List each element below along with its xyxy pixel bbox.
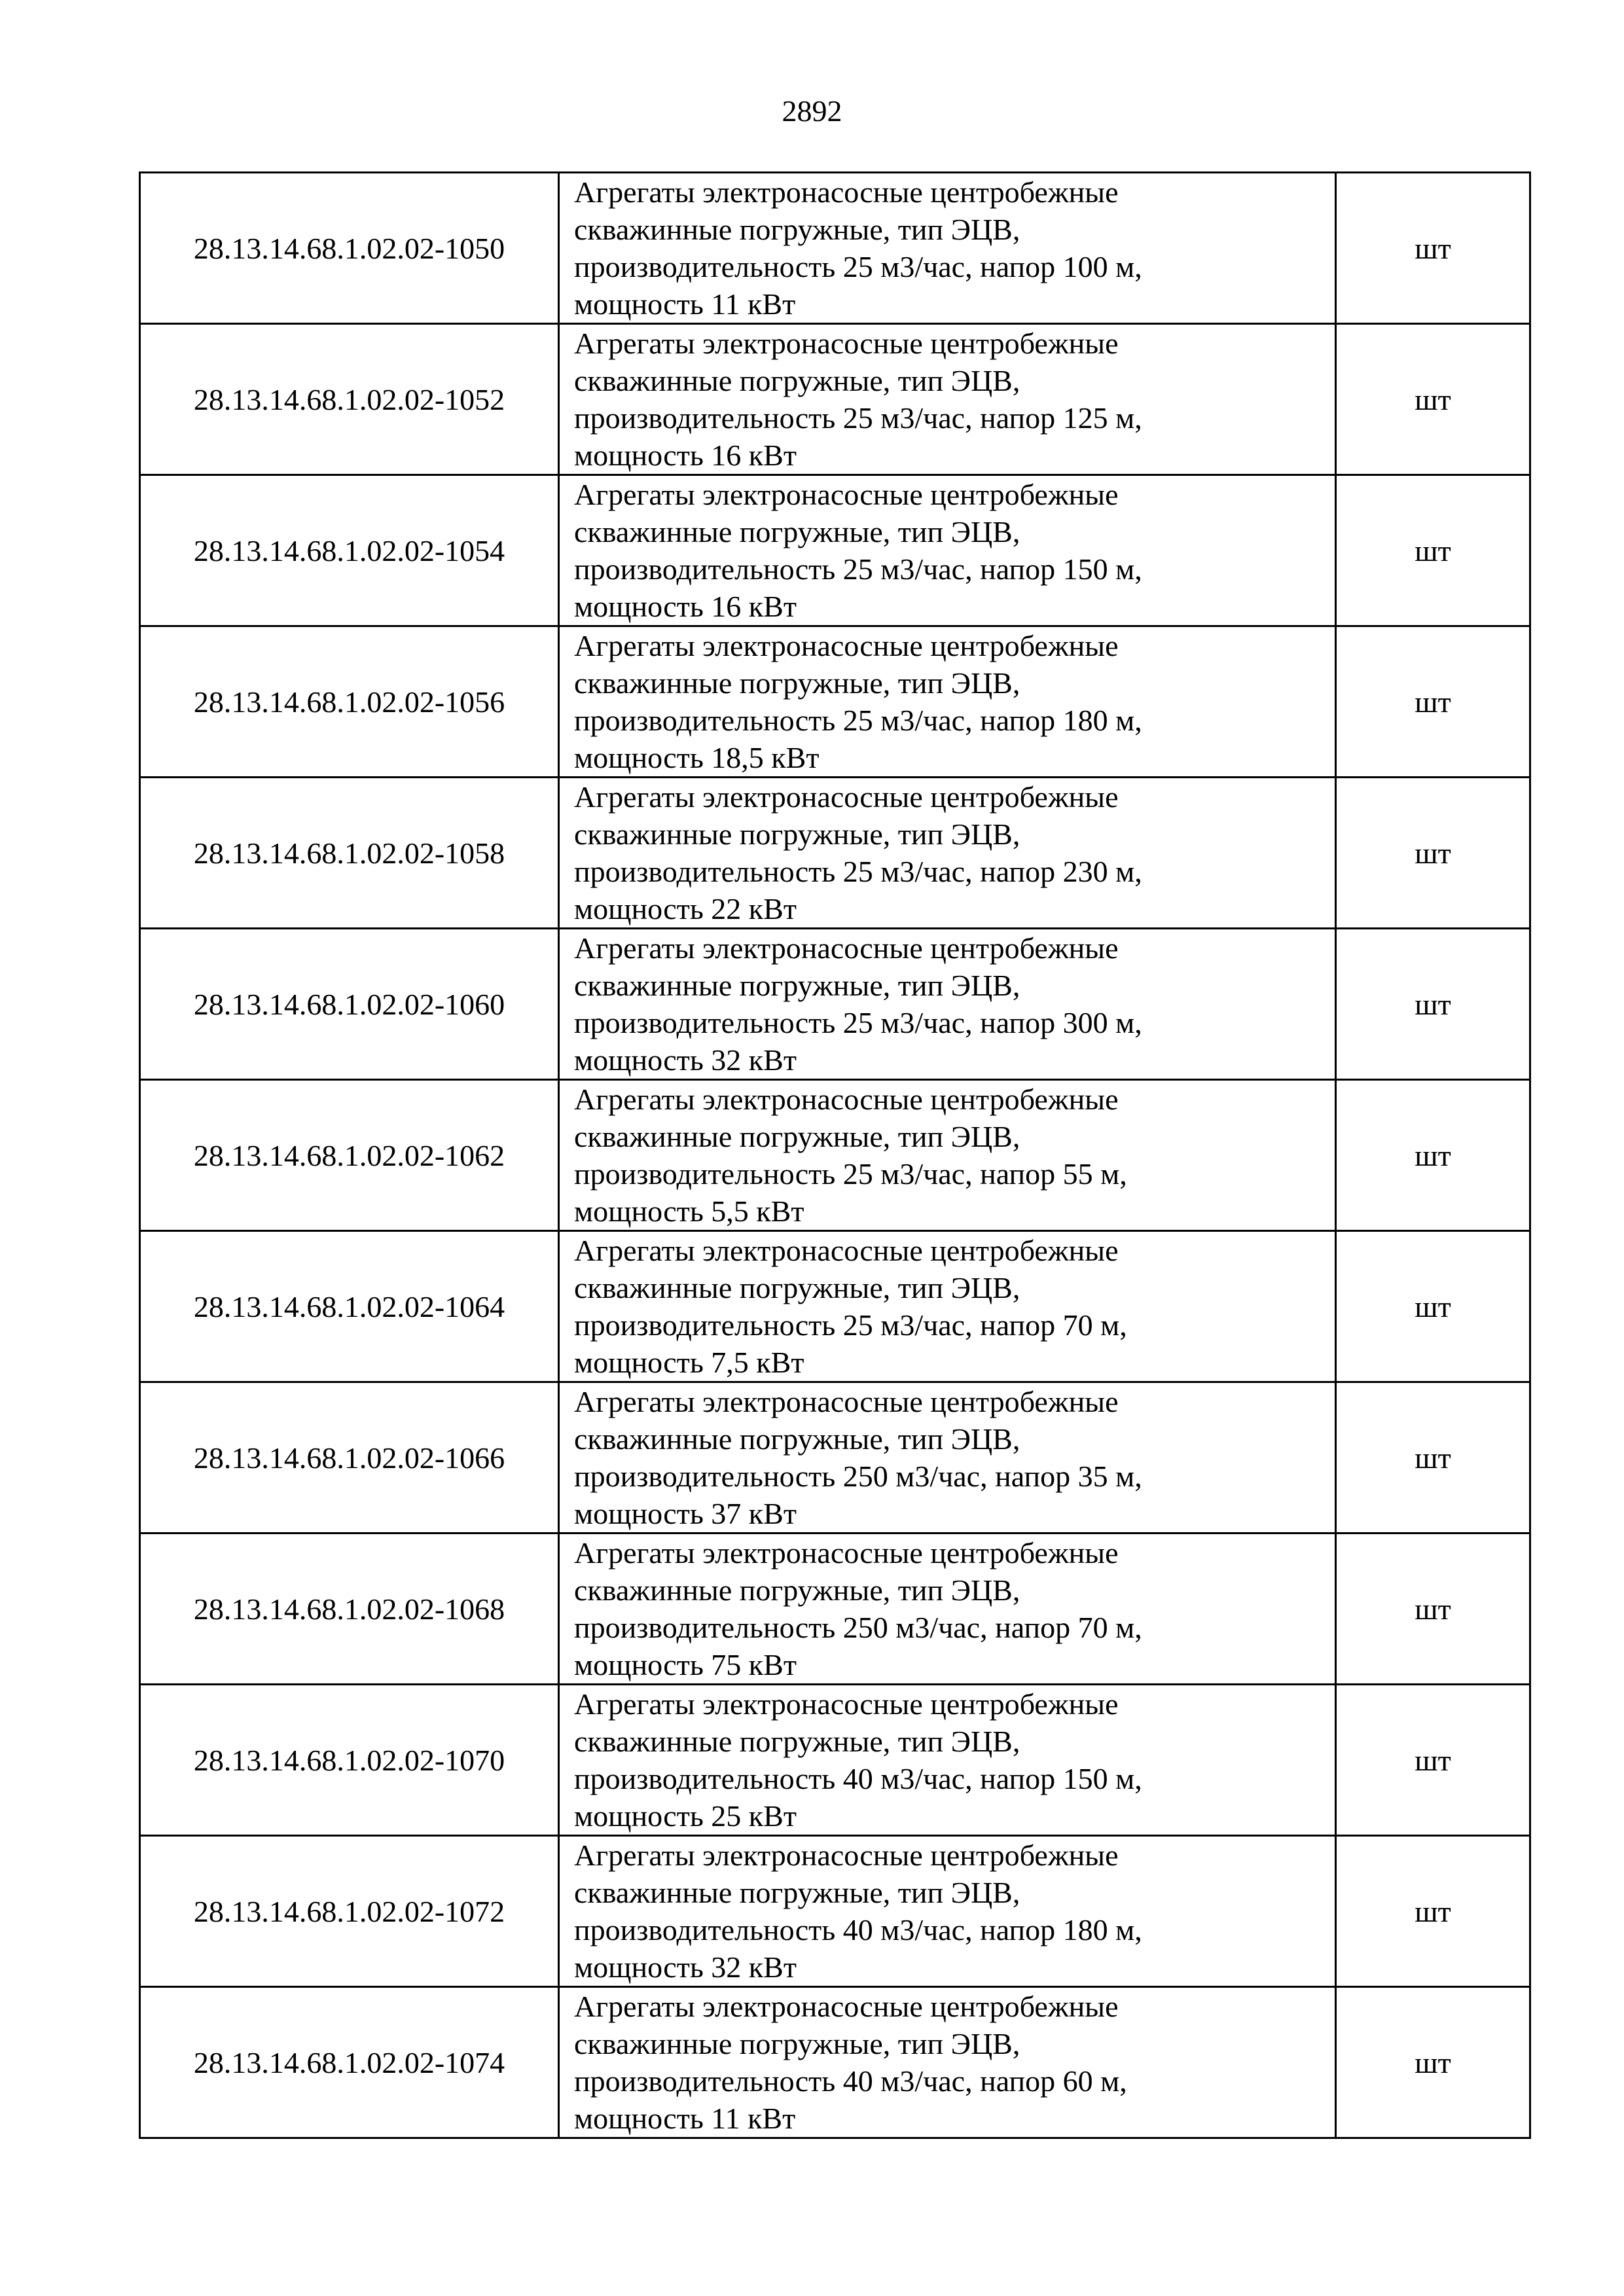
resource-table [139,171,1531,2139]
description-line: Агрегаты электронасосные центробежные [574,1687,1119,1721]
description-line: производительность 25 м3/час, напор 180 м, [574,704,1142,737]
description-line: производительность 25 м3/час, напор 55 м, [574,1157,1127,1191]
resource-description [559,626,1336,778]
description-line: производительность 25 м3/час, напор 70 м, [574,1308,1127,1342]
description-line: мощность 11 кВт [574,287,796,321]
unit-of-measure: шт [1336,778,1530,929]
resource-description [559,1987,1336,2138]
table-row [140,173,1530,324]
description-line: Агрегаты электронасосные центробежные [574,1234,1119,1267]
unit-of-measure: шт [1336,1836,1530,1987]
table-row [140,1836,1530,1987]
unit-of-measure: шт [1336,173,1530,324]
description-line: скважинные погружные, тип ЭЦВ, [574,364,1020,397]
resource-code: 28.13.14.68.1.02.02-1064 [140,1231,559,1382]
table-row [140,1080,1530,1231]
resource-code: 28.13.14.68.1.02.02-1074 [140,1987,559,2138]
table-row [140,1231,1530,1382]
table-row [140,324,1530,475]
description-line: Агрегаты электронасосные центробежные [574,175,1119,209]
table-row [140,778,1530,929]
unit-of-measure: шт [1336,626,1530,778]
description-line: производительность 25 м3/час, напор 125 м, [574,401,1142,435]
resource-code: 28.13.14.68.1.02.02-1058 [140,778,559,929]
table-row [140,475,1530,626]
resource-description [559,929,1336,1080]
unit-of-measure: шт [1336,324,1530,475]
description-line: производительность 25 м3/час, напор 100 м, [574,250,1142,283]
unit-of-measure: шт [1336,1080,1530,1231]
description-line: мощность 25 кВт [574,1799,797,1833]
description-line: мощность 7,5 кВт [574,1346,804,1379]
description-line: мощность 22 кВт [574,892,797,925]
resource-description [559,1382,1336,1534]
resource-code: 28.13.14.68.1.02.02-1068 [140,1534,559,1685]
table-row [140,1382,1530,1534]
unit-of-measure: шт [1336,1534,1530,1685]
description-line: мощность 32 кВт [574,1043,797,1077]
unit-of-measure: шт [1336,1685,1530,1836]
description-line: скважинные погружные, тип ЭЦВ, [574,969,1020,1002]
description-line: Агрегаты электронасосные центробежные [574,1536,1119,1570]
description-line: Агрегаты электронасосные центробежные [574,780,1119,814]
description-line: Агрегаты электронасосные центробежные [574,1839,1119,1872]
description-line: скважинные погружные, тип ЭЦВ, [574,213,1020,246]
description-line: скважинные погружные, тип ЭЦВ, [574,1573,1020,1607]
description-line: скважинные погружные, тип ЭЦВ, [574,515,1020,548]
table-row [140,1987,1530,2138]
description-line: скважинные погружные, тип ЭЦВ, [574,2027,1020,2060]
description-line: Агрегаты электронасосные центробежные [574,1385,1119,1418]
page-number: 2892 [782,94,842,128]
resource-description [559,1231,1336,1382]
unit-of-measure: шт [1336,475,1530,626]
resource-code: 28.13.14.68.1.02.02-1056 [140,626,559,778]
resource-description [559,324,1336,475]
description-line: скважинные погружные, тип ЭЦВ, [574,1271,1020,1304]
description-line: Агрегаты электронасосные центробежные [574,931,1119,965]
resource-description [559,1080,1336,1231]
description-line: производительность 40 м3/час, напор 150 м, [574,1762,1142,1795]
description-line: скважинные погружные, тип ЭЦВ, [574,1120,1020,1153]
resource-table-body [140,173,1530,2138]
table-row [140,1685,1530,1836]
resource-code: 28.13.14.68.1.02.02-1060 [140,929,559,1080]
unit-of-measure: шт [1336,1231,1530,1382]
resource-code: 28.13.14.68.1.02.02-1070 [140,1685,559,1836]
resource-description [559,475,1336,626]
description-line: производительность 250 м3/час, напор 70 м, [574,1611,1142,1644]
description-line: мощность 18,5 кВт [574,741,820,774]
resource-description [559,1534,1336,1685]
description-line: производительность 250 м3/час, напор 35 м, [574,1460,1142,1493]
description-line: производительность 25 м3/час, напор 150 м, [574,552,1142,586]
description-line: производительность 25 м3/час, напор 300 м, [574,1006,1142,1039]
unit-of-measure: шт [1336,1382,1530,1534]
description-line: Агрегаты электронасосные центробежные [574,1990,1119,2023]
description-line: мощность 37 кВт [574,1497,797,1530]
description-line: скважинные погружные, тип ЭЦВ, [574,666,1020,700]
description-line: производительность 40 м3/час, напор 180 м, [574,1913,1142,1946]
description-line: Агрегаты электронасосные центробежные [574,327,1119,360]
table-row [140,626,1530,778]
description-line: производительность 25 м3/час, напор 230 м, [574,855,1142,888]
description-line: мощность 16 кВт [574,439,797,472]
unit-of-measure: шт [1336,1987,1530,2138]
description-line: Агрегаты электронасосные центробежные [574,1083,1119,1116]
description-line: скважинные погружные, тип ЭЦВ, [574,1725,1020,1758]
resource-code: 28.13.14.68.1.02.02-1052 [140,324,559,475]
resource-code: 28.13.14.68.1.02.02-1054 [140,475,559,626]
description-line: скважинные погружные, тип ЭЦВ, [574,1422,1020,1456]
description-line: мощность 5,5 кВт [574,1194,804,1228]
description-line: мощность 75 кВт [574,1648,797,1681]
table-row [140,1534,1530,1685]
unit-of-measure: шт [1336,929,1530,1080]
resource-code: 28.13.14.68.1.02.02-1050 [140,173,559,324]
resource-description [559,778,1336,929]
resource-description [559,1836,1336,1987]
description-line: мощность 16 кВт [574,590,797,623]
description-line: скважинные погружные, тип ЭЦВ, [574,817,1020,851]
table-row [140,929,1530,1080]
resource-code: 28.13.14.68.1.02.02-1066 [140,1382,559,1534]
description-line: скважинные погружные, тип ЭЦВ, [574,1876,1020,1909]
description-line: мощность 11 кВт [574,2102,796,2135]
description-line: производительность 40 м3/час, напор 60 м, [574,2064,1127,2098]
description-line: мощность 32 кВт [574,1950,797,1984]
description-line: Агрегаты электронасосные центробежные [574,629,1119,662]
resource-code: 28.13.14.68.1.02.02-1072 [140,1836,559,1987]
resource-description [559,173,1336,324]
description-line: Агрегаты электронасосные центробежные [574,478,1119,511]
resource-description [559,1685,1336,1836]
resource-code: 28.13.14.68.1.02.02-1062 [140,1080,559,1231]
